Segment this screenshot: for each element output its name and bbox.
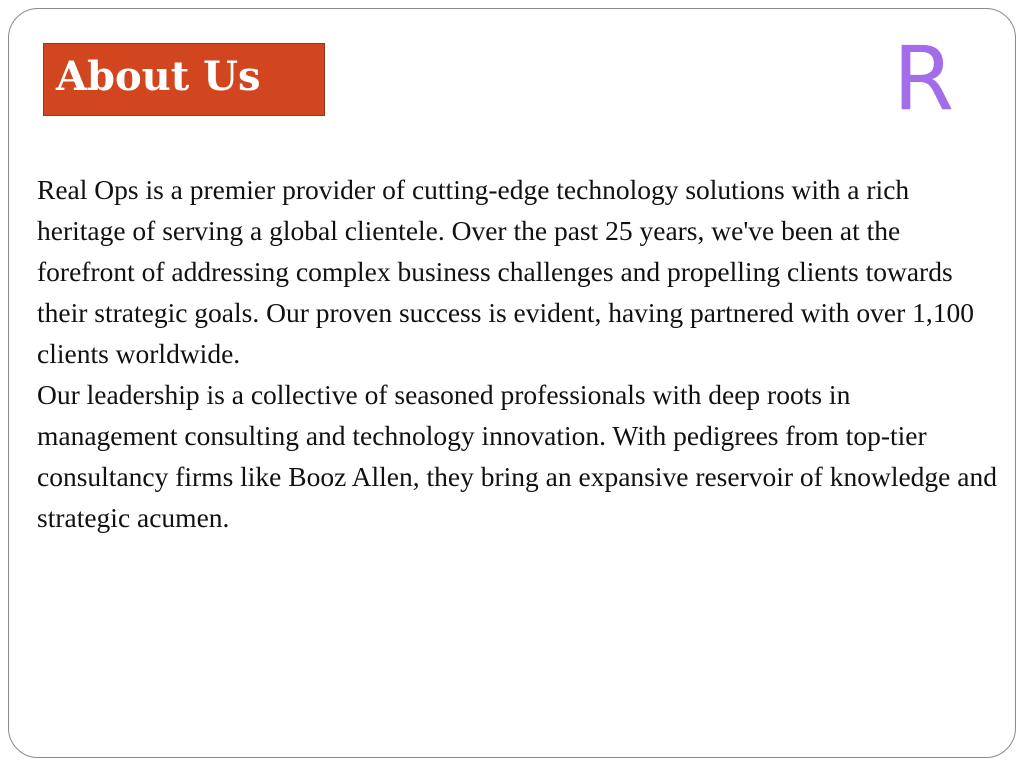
paragraph-company-overview: Real Ops is a premier provider of cutting-edge technology solutions with a rich heritage of serving a global clientele. Over the past 25 years, we've been at the forefront of addressing complex business challenges and propelling clients towards their strategic goals. Our proven success is evident, having partnered with over 1,100 clients worldwide.: [37, 174, 975, 369]
paragraph-leadership: Our leadership is a collective of seasoned professionals with deep roots in management consulting and technology innovation. With pedigrees from top-tier consultancy firms like Booz Allen, they bring an expansive reservoir of knowledge and strategic acumen.: [37, 379, 997, 533]
slide-frame: [8, 8, 1016, 758]
title-banner: [43, 43, 325, 116]
slide-title: About Us: [56, 52, 261, 100]
body-content: [37, 169, 997, 538]
brand-logo: R: [893, 27, 955, 130]
